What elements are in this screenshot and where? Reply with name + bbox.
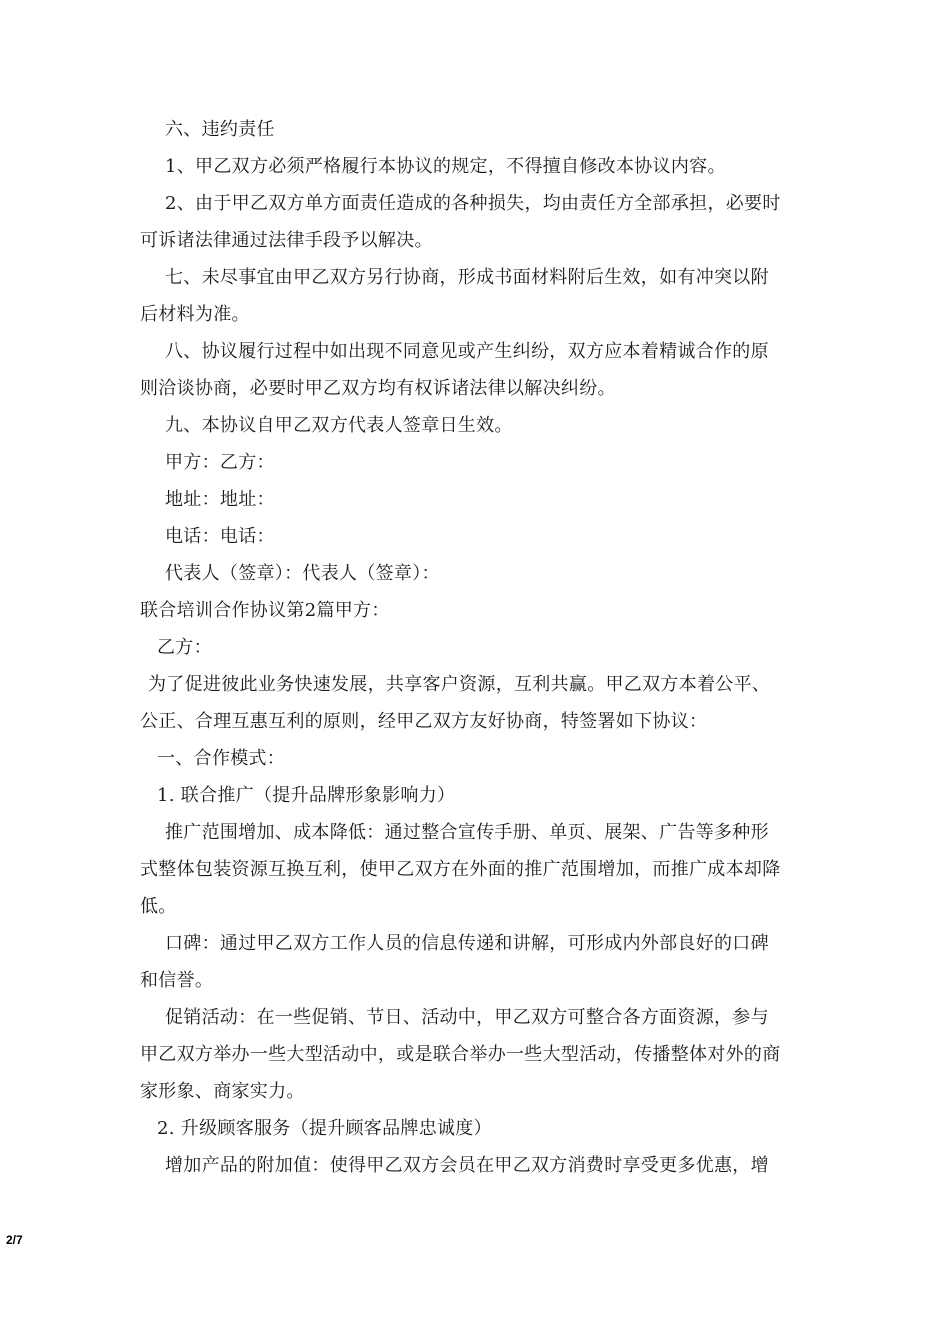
paragraph-line: 推广范围增加、成本降低：通过整合宣传手册、单页、展架、广告等多种形	[165, 822, 769, 843]
paragraph-line: 1、甲乙双方必须严格履行本协议的规定，不得擅自修改本协议内容。	[165, 156, 726, 177]
paragraph-line: 和信誉。	[140, 970, 214, 991]
section-8-paragraph: 八、协议履行过程中如出现不同意见或产生纠纷，双方应本着精诚合作的原	[165, 341, 769, 362]
party-b-line: 乙方：	[157, 637, 212, 658]
paragraph-line: 式整体包装资源互换互利，使甲乙双方在外面的推广范围增加，而推广成本却降	[140, 859, 781, 880]
paragraph-line: 口碑：通过甲乙双方工作人员的信息传递和讲解，可形成内外部良好的口碑	[165, 933, 769, 954]
paragraph-line: 促销活动：在一些促销、节日、活动中，甲乙双方可整合各方面资源，参与	[165, 1007, 769, 1028]
paragraph-line: 则洽谈协商，必要时甲乙双方均有权诉诸法律以解决纠纷。	[140, 378, 616, 399]
phone-line: 电话：电话：	[165, 526, 275, 547]
paragraph-line: 家形象、商家实力。	[140, 1081, 305, 1102]
paragraph-line: 后材料为准。	[140, 304, 250, 325]
subsection-2-heading: 2. 升级顾客服务（提升顾客品牌忠诚度）	[157, 1118, 492, 1139]
section-6-heading: 六、违约责任	[165, 119, 275, 140]
signature-line: 代表人（签章）：代表人（签章）：	[165, 563, 440, 584]
subsection-1-heading: 1. 联合推广（提升品牌形象影响力）	[157, 785, 456, 806]
paragraph-line: 低。	[140, 896, 177, 917]
page-number: 2/7	[6, 1233, 23, 1247]
party-line: 甲方：乙方：	[165, 452, 275, 473]
paragraph-line: 公正、合理互惠互利的原则，经甲乙双方友好协商，特签署如下协议：	[140, 711, 708, 732]
intro-paragraph: 为了促进彼此业务快速发展，共享客户资源，互利共赢。甲乙双方本着公平、	[148, 674, 771, 695]
section-9-paragraph: 九、本协议自甲乙双方代表人签章日生效。	[165, 415, 513, 436]
section-7-paragraph: 七、未尽事宜由甲乙双方另行协商，形成书面材料附后生效，如有冲突以附	[165, 267, 769, 288]
paragraph-line: 增加产品的附加值：使得甲乙双方会员在甲乙双方消费时享受更多优惠，增	[165, 1155, 769, 1176]
document-title-line: 联合培训合作协议第2篇甲方：	[140, 600, 390, 621]
section-1-heading: 一、合作模式：	[157, 748, 286, 769]
paragraph-line: 可诉诸法律通过法律手段予以解决。	[140, 230, 433, 251]
paragraph-line: 甲乙双方举办一些大型活动中，或是联合举办一些大型活动，传播整体对外的商	[140, 1044, 781, 1065]
address-line: 地址：地址：	[165, 489, 275, 510]
paragraph-line: 2、由于甲乙双方单方面责任造成的各种损失，均由责任方全部承担，必要时	[165, 193, 781, 214]
